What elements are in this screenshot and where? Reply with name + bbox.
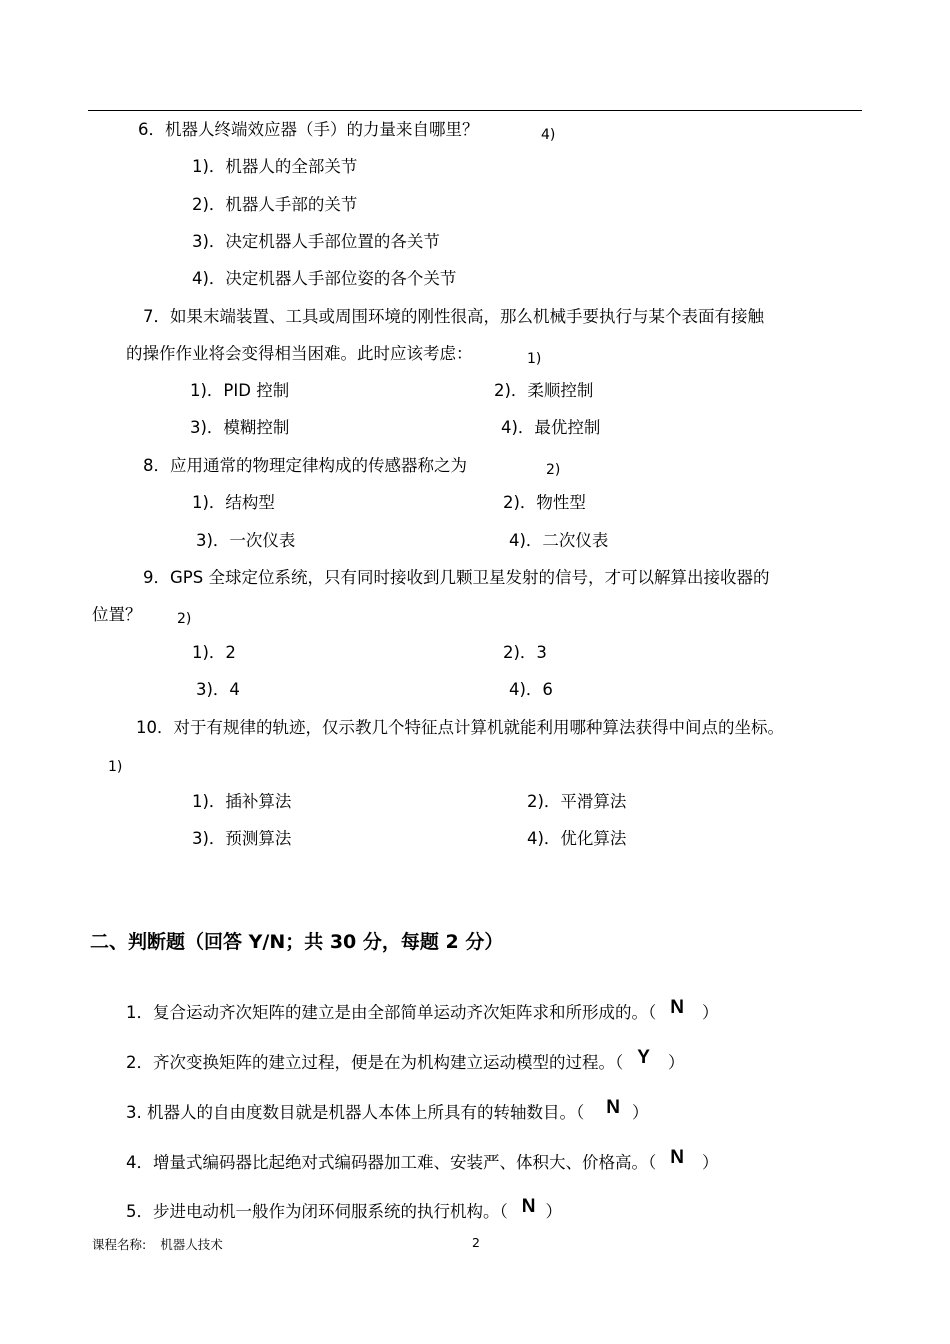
tf-item-1-close: ） [701,1003,719,1022]
tf-item-4-text: 4．增量式编码器比起绝对式编码器加工难、安装严、体积大、价格高。（ [126,1153,657,1172]
q7-answer: 1) [527,351,542,367]
q6-option-2: 2)．机器人手部的关节 [192,195,358,214]
footer-course-name: 机器人技术 [160,1237,223,1252]
q9-option-1: 1)．2 [192,643,236,662]
q9-option-2: 2)．3 [503,643,547,662]
q9-stem-line1: 9．GPS 全球定位系统，只有同时接收到几颗卫星发射的信号，才可以解算出接收器的 [143,568,770,587]
tf-item-3-close: ） [631,1103,649,1122]
footer-course [92,1235,223,1253]
section2-title: 二、判断题（回答 Y/N；共 30 分，每题 2 分） [90,931,504,953]
q6-option-4: 4)．决定机器人手部位姿的各个关节 [192,269,457,288]
q7-option-1: 1)．PID 控制 [190,381,290,400]
q7-option-3: 3)．模糊控制 [190,418,290,437]
q6-option-3: 3)．决定机器人手部位置的各关节 [192,232,440,251]
q6-stem: 6．机器人终端效应器（手）的力量来自哪里？ [138,120,479,139]
q8-stem: 8．应用通常的物理定律构成的传感器称之为 [143,456,467,475]
tf-item-4-close: ） [701,1153,719,1172]
q10-option-3: 3)．预测算法 [192,829,292,848]
tf-item-5 [126,1196,562,1222]
q9-stem-line2: 位置？ [92,605,142,624]
header-rule [88,110,862,111]
tf-item-3-answer: N [606,1097,620,1118]
q8-option-1: 1)．结构型 [192,493,275,512]
q9-answer: 2) [177,611,192,627]
q9-option-3: 3)．4 [196,680,240,699]
q8-option-3: 3)．一次仪表 [196,531,296,550]
q8-option-2: 2)．物性型 [503,493,586,512]
tf-item-5-close: ） [545,1202,562,1221]
tf-item-1-text: 1．复合运动齐次矩阵的建立是由全部简单运动齐次矩阵求和所形成的。（ [126,1003,657,1022]
tf-item-5-answer: N [521,1196,536,1217]
tf-item-3 [126,1097,649,1123]
q6-option-1: 1)．机器人的全部关节 [192,157,358,176]
tf-item-2-answer: Y [637,1047,650,1068]
q10-option-1: 1)．插补算法 [192,792,292,811]
q10-stem: 10．对于有规律的轨迹，仅示教几个特征点计算机就能利用哪种算法获得中间点的坐标。 [136,718,784,737]
tf-item-5-text: 5．步进电动机一般作为闭环伺服系统的执行机构。（ [126,1202,508,1221]
tf-item-4-answer: N [670,1147,684,1168]
q8-answer: 2) [546,462,561,478]
q6-answer: 4) [541,127,556,143]
q10-option-4: 4)．优化算法 [527,829,627,848]
footer-course-label: 课程名称: [92,1237,147,1252]
tf-item-4 [126,1147,719,1173]
q7-stem-line2: 的操作作业将会变得相当困难。此时应该考虑： [126,344,473,363]
q7-stem-line1: 7．如果末端装置、工具或周围环境的刚性很高，那么机械手要执行与某个表面有接触 [143,307,764,326]
tf-item-2 [126,1047,685,1073]
tf-item-2-text: 2．齐次变换矩阵的建立过程，便是在为机构建立运动模型的过程。（ [126,1053,624,1072]
tf-item-3-text: 3. 机器人的自由度数目就是机器人本体上所具有的转轴数目。（ [126,1103,585,1122]
tf-item-1-answer: N [670,997,684,1018]
q8-option-4: 4)．二次仪表 [509,531,609,550]
q7-option-2: 2)．柔顺控制 [494,381,594,400]
tf-item-1 [126,997,719,1023]
q7-option-4: 4)．最优控制 [501,418,601,437]
q10-answer: 1) [108,759,123,775]
q10-option-2: 2)．平滑算法 [527,792,627,811]
page-number: 2 [472,1235,480,1250]
q9-option-4: 4)．6 [509,680,553,699]
tf-item-2-close: ） [667,1053,685,1072]
